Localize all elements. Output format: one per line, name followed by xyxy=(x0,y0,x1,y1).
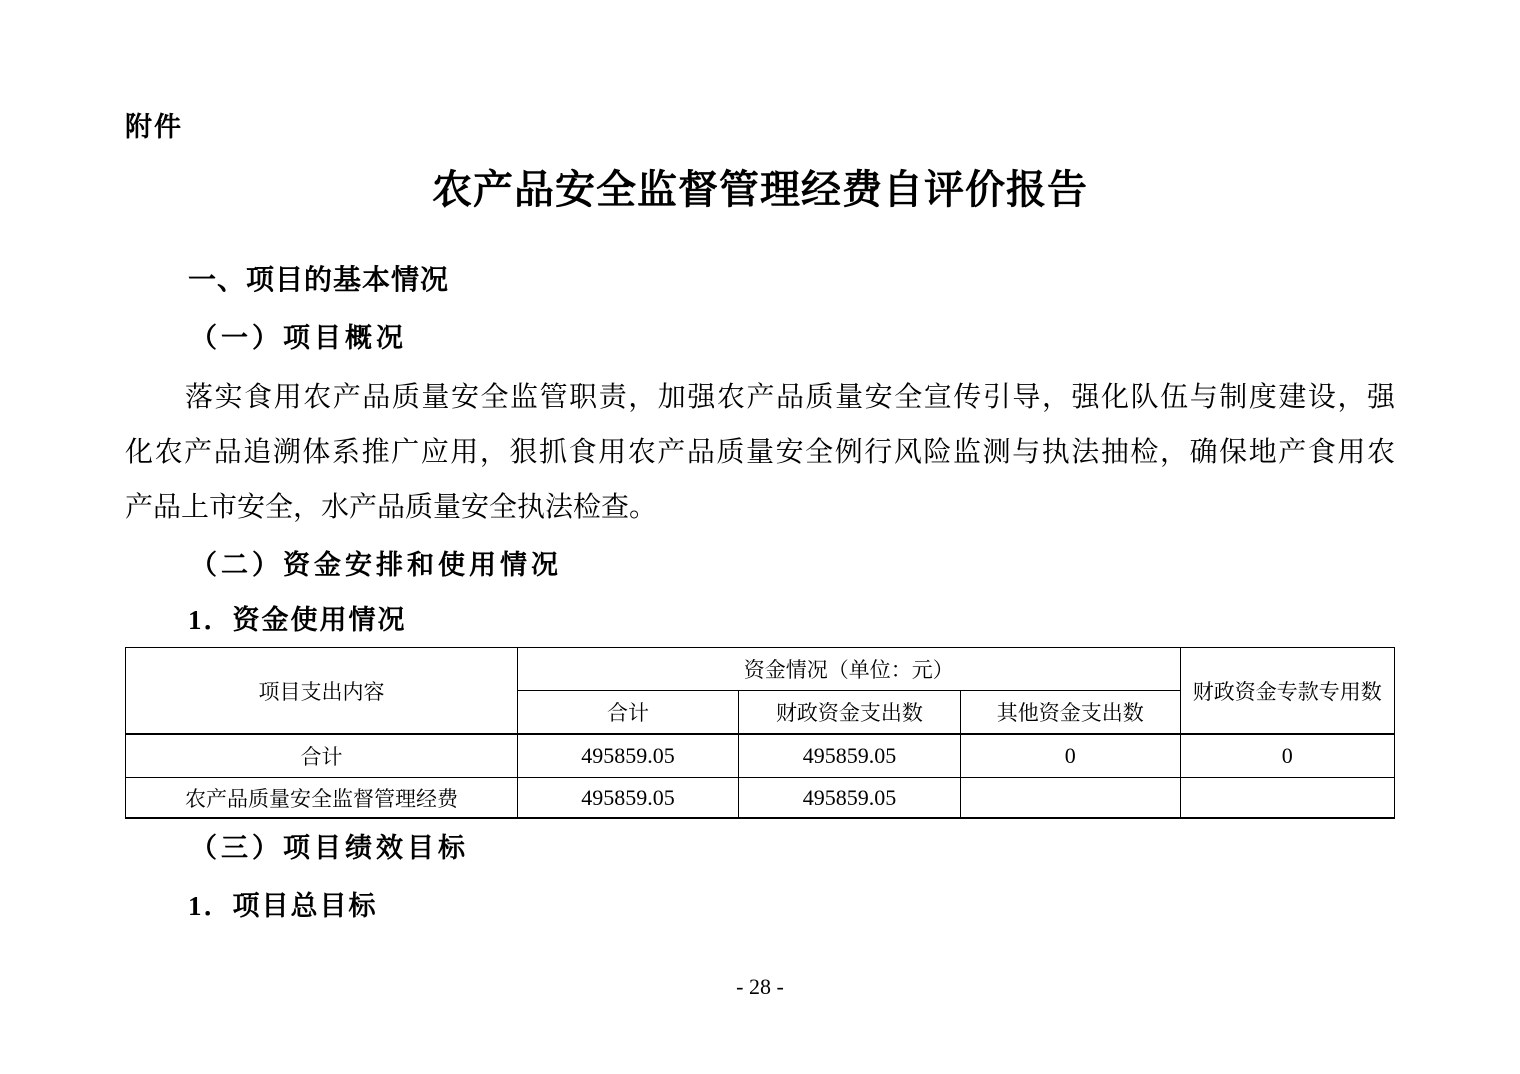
header-cell-fiscal-expenditure: 财政资金支出数 xyxy=(738,691,960,735)
header-cell-expenditure-content: 项目支出内容 xyxy=(126,648,518,735)
cell-row-name: 农产品质量安全监督管理经费 xyxy=(126,778,518,819)
subsection-heading-overall-goal: 1．项目总目标 xyxy=(188,891,378,921)
fund-usage-table xyxy=(125,647,1395,819)
header-cell-fund-situation-group: 资金情况（单位：元） xyxy=(518,648,1180,691)
subsection-heading-funds-usage: （二）资金安排和使用情况 xyxy=(190,550,562,580)
cell-row-name: 合计 xyxy=(126,734,518,778)
project-overview-paragraph xyxy=(125,370,1395,535)
section-heading-basic-info: 一、项目的基本情况 xyxy=(188,264,450,295)
subsection-heading-project-overview: （一）项目概况 xyxy=(190,323,407,353)
table-row-total xyxy=(126,734,1395,778)
subsection-heading-performance-goal: （三）项目绩效目标 xyxy=(190,833,469,863)
cell-fiscal-amount: 495859.05 xyxy=(738,734,960,778)
document-title: 农产品安全监督管理经费自评价报告 xyxy=(432,167,1088,212)
subsection-heading-funds-usage-detail: 1．资金使用情况 xyxy=(188,605,407,635)
paragraph-line: 落实食用农产品质量安全监管职责，加强农产品质量安全宣传引导，强化队伍与制度建设，强 xyxy=(185,382,1395,413)
paragraph-line: 产品上市安全，水产品质量安全执法检查。 xyxy=(125,492,658,523)
page-number: - 28 - xyxy=(736,974,784,999)
header-cell-dedicated-funds: 财政资金专款专用数 xyxy=(1180,648,1395,735)
cell-other-amount xyxy=(960,778,1180,819)
cell-other-amount: 0 xyxy=(960,734,1180,778)
table-row-supervision-expense xyxy=(126,778,1395,819)
table-header-row-1 xyxy=(126,648,1395,691)
cell-total-amount: 495859.05 xyxy=(518,734,739,778)
cell-fiscal-amount: 495859.05 xyxy=(738,778,960,819)
cell-dedicated-amount: 0 xyxy=(1180,734,1395,778)
header-cell-total: 合计 xyxy=(518,691,739,735)
header-cell-other-expenditure: 其他资金支出数 xyxy=(960,691,1180,735)
cell-total-amount: 495859.05 xyxy=(518,778,739,819)
attachment-label: 附件 xyxy=(125,112,183,142)
cell-dedicated-amount xyxy=(1180,778,1395,819)
paragraph-line: 化农产品追溯体系推广应用，狠抓食用农产品质量安全例行风险监测与执法抽检，确保地产食用农 xyxy=(125,437,1395,468)
